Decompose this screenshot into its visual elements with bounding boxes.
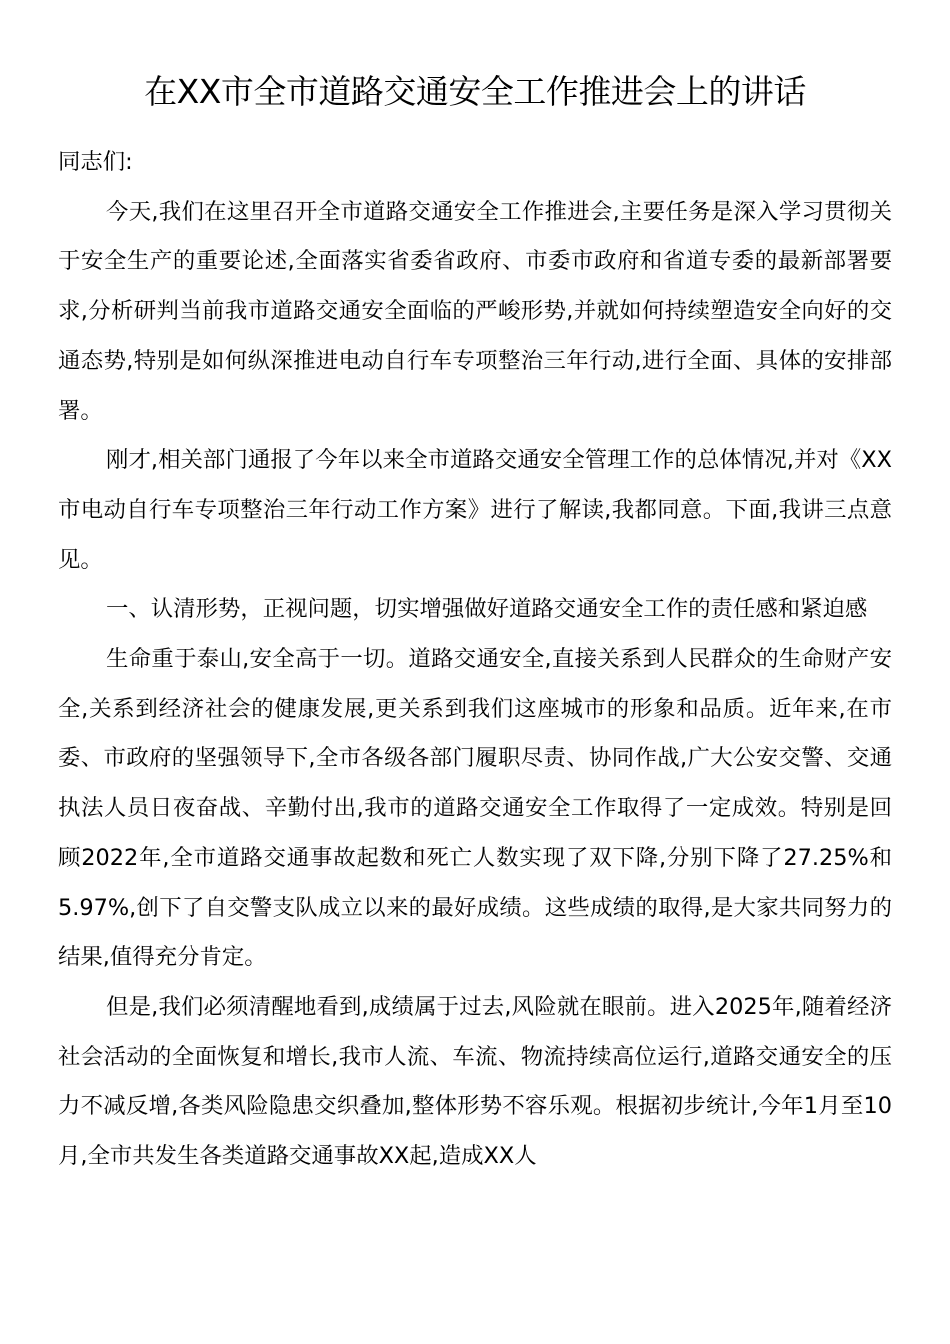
document-body bbox=[58, 138, 892, 1182]
salutation: 同志们: bbox=[58, 149, 133, 175]
paragraph-opening: 今天,我们在这里召开全市道路交通安全工作推进会,主要任务是深入学习贯彻关于安全生产的重要论述,全面落实省委省政府、市委市政府和省道专委的最新部署要求,分析研判当前我市道路交通安全面临的严峻形势,并就如何持续塑造安全向好的交通态势,特别是如何纵深推进电动自行车专项整治三年行动,进行全面、具体的安排部署。 bbox=[58, 198, 892, 424]
paragraph-risks: 但是,我们必须清醒地看到,成绩属于过去,风险就在眼前。进入2025年,随着经济社会活动的全面恢复和增长,我市人流、车流、物流持续高位运行,道路交通安全的压力不减反增,各类风险隐患交织叠加,整体形势不容乐观。根据初步统计,今年1月至10月,全市共发生各类道路交通事故XX起,造成XX人 bbox=[58, 993, 892, 1170]
paragraph-briefing: 刚才,相关部门通报了今年以来全市道路交通安全管理工作的总体情况,并对《XX市电动自行车专项整治三年行动工作方案》进行了解读,我都同意。下面,我讲三点意见。 bbox=[58, 447, 892, 573]
document-title: 在XX市全市道路交通安全工作推进会上的讲话 bbox=[144, 72, 806, 111]
paragraph-achievements: 生命重于泰山,安全高于一切。道路交通安全,直接关系到人民群众的生命财产安全,关系到经济社会的健康发展,更关系到我们这座城市的形象和品质。近年来,在市委、市政府的坚强领导下,全市各级各部门履职尽责、协同作战,广大公安交警、交通执法人员日夜奋战、辛勤付出,我市的道路交通安全工作取得了一定成效。特别是回顾2022年,全市道路交通事故起数和死亡人数实现了双下降,分别下降了27.25%和5.97%,创下了自交警支队成立以来的最好成绩。这些成绩的取得,是大家共同努力的结果,值得充分肯定。 bbox=[58, 646, 892, 971]
section-heading-1: 一、认清形势，正视问题，切实增强做好道路交通安全工作的责任感和紧迫感 bbox=[106, 596, 868, 623]
